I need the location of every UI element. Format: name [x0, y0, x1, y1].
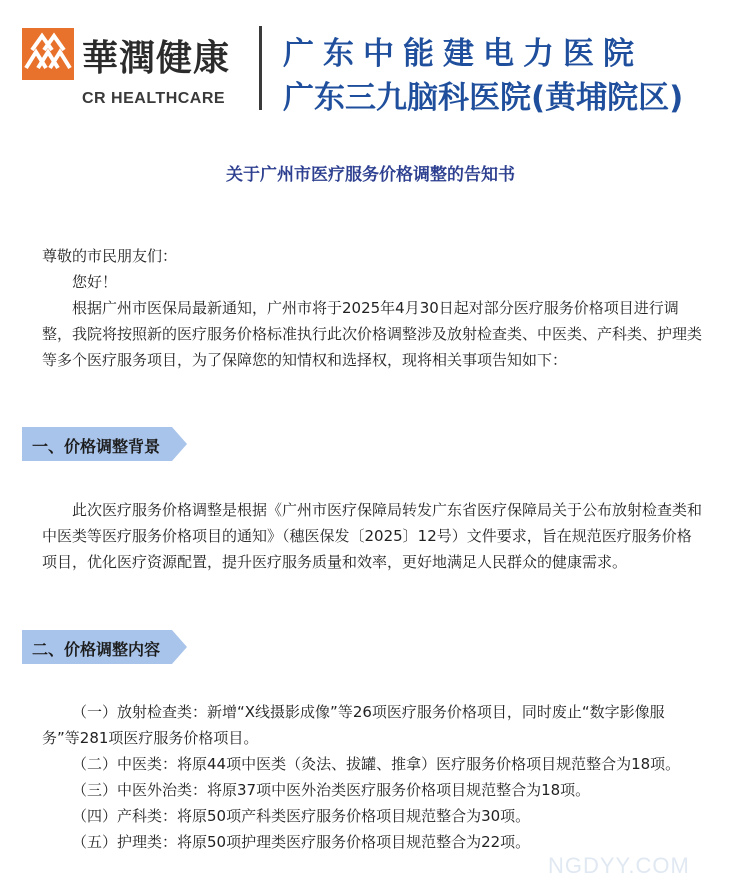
section-1-paragraph: 此次医疗服务价格调整是根据《广州市医疗保障局转发广东省医疗保障局关于公布放射检查类和中医类等医疗服务价格项目的通知》（穗医保发〔2025〕12号）文件要求，旨在规范医疗服务价格项目，优化医疗资源配置，提升医疗服务质量和效率，更好地满足人民群众的健康需求。 [42, 501, 703, 571]
hospital-name-1: 广东中能建电力医院 [283, 36, 643, 72]
section-2-body [42, 699, 702, 855]
intro-block [42, 243, 702, 373]
header-divider [259, 26, 262, 110]
list-item: （二）中医类：将原44项中医类（灸法、拔罐、推拿）医疗服务价格项目规范整合为18项。 [72, 755, 681, 773]
list-item: （五）护理类：将原50项护理类医疗服务价格项目规范整合为22项。 [72, 833, 531, 851]
page-header [0, 0, 741, 120]
page-title: 关于广州市医疗服务价格调整的告知书 [226, 165, 515, 185]
section-1-heading: 一、价格调整背景 [32, 437, 161, 456]
list-item: （四）产科类：将原50项产科类医疗服务价格项目规范整合为30项。 [72, 807, 531, 825]
cr-healthcare-logo-icon [22, 28, 74, 80]
intro-paragraph: 根据广州市医保局最新通知，广州市将于2025年4月30日起对部分医疗服务价格项目进行调整，我院将按照新的医疗服务价格标准执行此次价格调整涉及放射检查类、中医类、产科类、护理类等多个医疗服务项目，为了保障您的知情权和选择权，现将相关事项告知如下： [42, 299, 703, 369]
greeting: 尊敬的市民朋友们： [42, 247, 178, 265]
section-1-heading-bar [22, 427, 187, 461]
brand-name-en: CR HEALTHCARE [82, 90, 226, 107]
section-2-heading-bar [22, 630, 187, 664]
hello-line: 您好！ [72, 273, 118, 291]
brand-name-cn: 華潤健康 [82, 37, 231, 79]
list-item: （三）中医外治类：将原37项中医外治类医疗服务价格项目规范整合为18项。 [72, 781, 591, 799]
hospital-name-2: 广东三九脑科医院(黄埔院区) [283, 80, 684, 116]
list-item: （一）放射检查类：新增“X线摄影成像”等26项医疗服务价格项目，同时废止“数字影像服务”等281项医疗服务价格项目。 [42, 703, 665, 747]
watermark: NGDYY.COM [548, 853, 690, 878]
section-1-body [42, 497, 702, 575]
section-2-heading: 二、价格调整内容 [32, 640, 161, 659]
